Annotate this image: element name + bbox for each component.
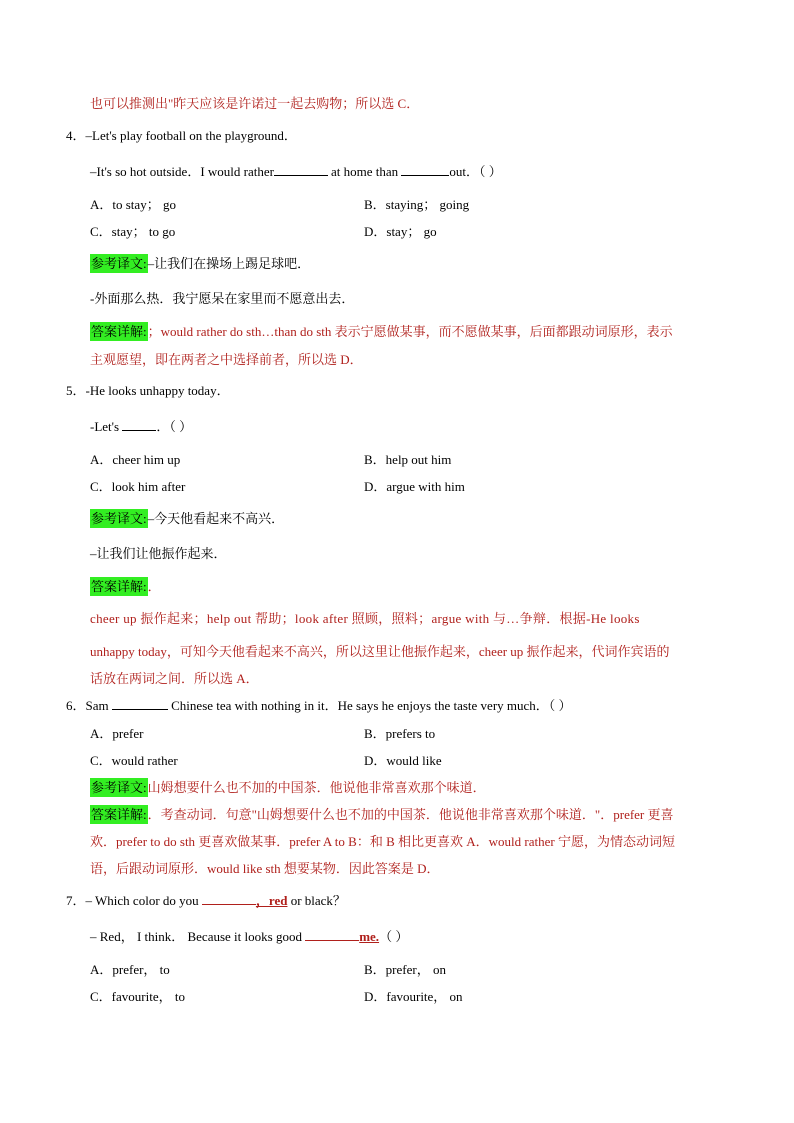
q7-stem-line2: – Red， I think． Because it looks good me.（ ） bbox=[90, 929, 409, 944]
answer-tag: 答案详解: bbox=[91, 324, 147, 339]
q6-number: 6． bbox=[66, 698, 86, 713]
q7-option-c[interactable]: C．favourite， to bbox=[90, 989, 185, 1004]
intro-explanation: 也可以推测出"昨天应该是许诺过一起去购物；所以选 C． bbox=[90, 96, 420, 111]
q5-number: 5． bbox=[66, 383, 86, 398]
q5-option-a[interactable]: A．cheer him up bbox=[90, 452, 181, 467]
q6-blank bbox=[112, 696, 168, 710]
q7-option-a[interactable]: A．prefer， to bbox=[90, 962, 170, 977]
q5-option-d[interactable]: D．argue with him bbox=[364, 479, 465, 494]
q4-option-a[interactable]: A．to stay； go bbox=[90, 197, 176, 212]
reference-tag: 参考译文: bbox=[91, 780, 147, 795]
q6-answer-line2: 欢．prefer to do sth 更喜欢做某事．prefer A to B：和 B 相比更喜欢 A．would rather 宁愿，为情态动词短 bbox=[90, 834, 675, 849]
q4-stem-line2: –It's so hot outside．I would rather at home than out．（ ） bbox=[90, 164, 502, 179]
q5-answer-explanation: 答案详解:． bbox=[91, 579, 161, 594]
q6-stem: 6．Sam Chinese tea with nothing in it．He says he enjoys the taste very much．（ ） bbox=[66, 698, 572, 713]
q4-option-b[interactable]: B．staying； going bbox=[364, 197, 470, 212]
q5-reference-translation: 参考译文:–今天他看起来不高兴． bbox=[91, 511, 285, 526]
q6-option-d[interactable]: D．would like bbox=[364, 753, 442, 768]
q6-option-c[interactable]: C．would rather bbox=[90, 753, 178, 768]
q4-number: 4． bbox=[66, 128, 86, 143]
answer-tag: 答案详解: bbox=[91, 579, 147, 594]
q6-option-a[interactable]: A．prefer bbox=[90, 726, 144, 741]
q6-answer-explanation: 答案详解:．考查动词．句意"山姆想要什么也不加的中国茶．他说他非常喜欢那个味道．"．prefer 更喜 bbox=[91, 807, 674, 822]
q6-reference-translation: 参考译文:山姆想要什么也不加的中国茶．他说他非常喜欢那个味道． bbox=[91, 780, 486, 795]
q4-option-d[interactable]: D．stay； go bbox=[364, 224, 437, 239]
q6-answer-line3: 语，后跟动词原形．would like sth 想要某物．因此答案是 D． bbox=[90, 861, 440, 876]
q7-fill-1: ，red bbox=[255, 893, 288, 908]
q5-blank bbox=[122, 417, 156, 431]
q5-answer-line2: unhappy today，可知今天他看起来不高兴，所以这里让他振作起来，cheer up 振作起来，代词作宾语的 bbox=[90, 644, 670, 659]
q4-line1: –Let's play football on the playground． bbox=[85, 128, 297, 143]
q7-option-d[interactable]: D．favourite， on bbox=[364, 989, 463, 1004]
q5-answer-line1: cheer up 振作起来；help out 帮助；look after 照顾，照料；argue with 与…争辩．根据-He looks bbox=[90, 611, 640, 626]
q4-blank-2 bbox=[401, 162, 449, 176]
q7-blank-1 bbox=[202, 891, 256, 905]
q4-option-c[interactable]: C．stay； to go bbox=[90, 224, 176, 239]
q7-stem-line1: 7．– Which color do you ，red or black？ bbox=[66, 893, 346, 908]
q5-answer-line3: 话放在两词之间．所以选 A． bbox=[90, 671, 259, 686]
reference-tag: 参考译文: bbox=[91, 256, 147, 271]
q5-reference-line2: –让我们让他振作起来． bbox=[90, 546, 227, 561]
q4-answer-line2: 主观愿望，即在两者之中选择前者，所以选 D． bbox=[90, 352, 363, 367]
q7-fill-2: me. bbox=[359, 929, 380, 944]
q4-stem-line1 bbox=[66, 126, 297, 146]
q4-answer-explanation: 答案详解:；would rather do sth…than do sth 表示宁愿做某事，而不愿做某事，后面都跟动词原形，表示 bbox=[91, 324, 673, 339]
q5-stem-line2: -Let's ．（ ） bbox=[90, 419, 193, 434]
q6-option-b[interactable]: B．prefers to bbox=[364, 726, 436, 741]
q4-blank-1 bbox=[274, 162, 328, 176]
reference-tag: 参考译文: bbox=[91, 511, 147, 526]
q4-reference-line2: -外面那么热．我宁愿呆在家里而不愿意出去． bbox=[90, 291, 355, 306]
q7-blank-2 bbox=[305, 927, 359, 941]
q5-option-b[interactable]: B．help out him bbox=[364, 452, 452, 467]
q5-option-c[interactable]: C．look him after bbox=[90, 479, 186, 494]
q7-option-b[interactable]: B．prefer， on bbox=[364, 962, 446, 977]
answer-tag: 答案详解: bbox=[91, 807, 147, 822]
q7-number: 7． bbox=[66, 893, 86, 908]
q5-stem-line1: 5．-He looks unhappy today． bbox=[66, 383, 230, 398]
q4-reference-translation: 参考译文:–让我们在操场上踢足球吧． bbox=[91, 256, 311, 271]
